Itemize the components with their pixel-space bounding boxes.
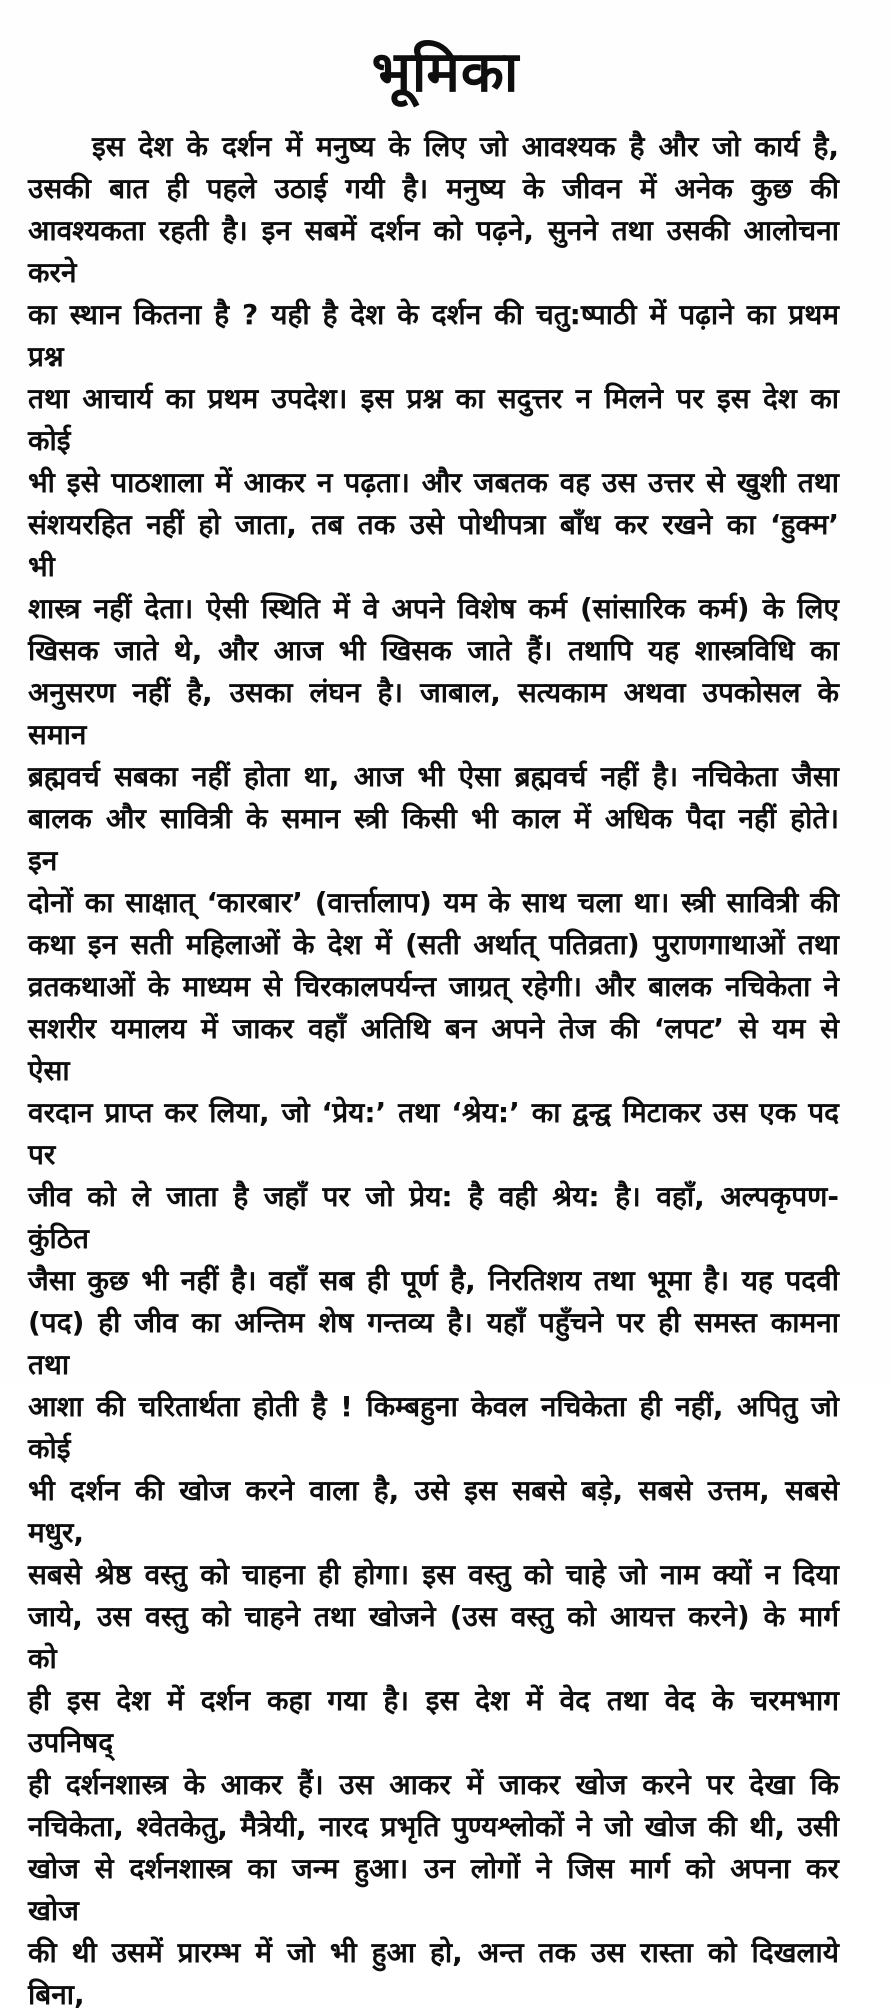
text-line: खोज से दर्शनशास्त्र का जन्म हुआ। उन लोगों ने जिस मार्ग को अपना कर खोज xyxy=(28,1852,839,1927)
text-line: सबसे श्रेष्ठ वस्तु को चाहना ही होगा। इस वस्तु को चाहे जो नाम क्यों न दिया xyxy=(28,1558,839,1591)
text-line: इस देश के दर्शन में मनुष्य के लिए जो आवश्यक है और जो कार्य है, xyxy=(92,130,839,163)
page-title: भूमिका xyxy=(371,40,520,105)
text-line: वरदान प्राप्त कर लिया, जो ‘प्रेय:’ तथा ‘श्रेय:’ का द्वन्द्व मिटाकर उस एक पद पर xyxy=(28,1096,839,1171)
text-line: सशरीर यमालय में जाकर वहाँ अतिथि बन अपने तेज की ‘लपट’ से यम से ऐसा xyxy=(28,1012,839,1087)
text-line: व्रतकथाओं के माध्यम से चिरकालपर्यन्त जाग्रत् रहेगी। और बालक नचिकेता ने xyxy=(28,970,839,1003)
text-line: भी इसे पाठशाला में आकर न पढ़ता। और जबतक वह उस उत्तर से खुशी तथा xyxy=(28,466,839,499)
text-line: कथा इन सती महिलाओं के देश में (सती अर्थात् पतिव्रता) पुराणगाथाओं तथा xyxy=(28,928,839,961)
text-line: आशा की चरितार्थता होती है ! किम्बहुना केवल नचिकेता ही नहीं, अपितु जो कोई xyxy=(28,1390,839,1465)
text-line: जाये, उस वस्तु को चाहने तथा खोजने (उस वस्तु को आयत्त करने) के मार्ग को xyxy=(28,1600,839,1675)
text-line: जैसा कुछ भी नहीं है। वहाँ सब ही पूर्ण है, निरतिशय तथा भूमा है। यह पदवी xyxy=(28,1264,839,1297)
text-line: संशयरहित नहीं हो जाता, तब तक उसे पोथीपत्रा बाँध कर रखने का ‘हुक्म’ भी xyxy=(28,508,839,583)
text-line: जीव को ले जाता है जहाँ पर जो प्रेय: है वही श्रेय: है। वहाँ, अल्पकृपण-कुंठित xyxy=(28,1180,839,1255)
text-line: तथा आचार्य का प्रथम उपदेश। इस प्रश्न का सदुत्तर न मिलने पर इस देश का कोई xyxy=(28,382,839,457)
text-line: अनुसरण नहीं है, उसका लंघन है। जाबाल, सत्यकाम अथवा उपकोसल के समान xyxy=(28,676,839,751)
text-line: ब्रह्मवर्च सबका नहीं होता था, आज भी ऐसा ब्रह्मवर्च नहीं है। नचिकेता जैसा xyxy=(28,760,839,793)
body-text-block xyxy=(28,126,839,2016)
text-line: ही दर्शनशास्त्र के आकर हैं। उस आकर में जाकर खोज करने पर देखा कि xyxy=(28,1768,839,1801)
text-line: बालक और सावित्री के समान स्त्री किसी भी काल में अधिक पैदा नहीं होते। इन xyxy=(28,802,839,877)
text-line: नचिकेता, श्वेतकेतु, मैत्रेयी, नारद प्रभृति पुण्यश्लोकों ने जो खोज की थी, उसी xyxy=(28,1810,839,1843)
text-line: खिसक जाते थे, और आज भी खिसक जाते हैं। तथापि यह शास्त्रविधि का xyxy=(28,634,839,667)
text-line: ही इस देश में दर्शन कहा गया है। इस देश में वेद तथा वेद के चरमभाग उपनिषद् xyxy=(28,1684,839,1759)
text-line: आवश्यकता रहती है। इन सबमें दर्शन को पढ़ने, सुनने तथा उसकी आलोचना करने xyxy=(28,214,839,289)
text-line: का स्थान कितना है ? यही है देश के दर्शन की चतु:ष्पाठी में पढ़ाने का प्रथम प्रश्न xyxy=(28,298,839,373)
text-line: भी दर्शन की खोज करने वाला है, उसे इस सबसे बड़े, सबसे उत्तम, सबसे मधुर, xyxy=(28,1474,839,1549)
text-line: (पद) ही जीव का अन्तिम शेष गन्तव्य है। यहाँ पहुँचने पर ही समस्त कामना तथा xyxy=(28,1306,839,1381)
text-line: की थी उसमें प्रारम्भ में जो भी हुआ हो, अन्त तक उस रास्ता को दिखलाये बिना, xyxy=(28,1936,839,2011)
text-line: शास्त्र नहीं देता। ऐसी स्थिति में वे अपने विशेष कर्म (सांसारिक कर्म) के लिए xyxy=(28,592,839,625)
text-line: उसकी बात ही पहले उठाई गयी है। मनुष्य के जीवन में अनेक कुछ की xyxy=(28,172,839,205)
text-line: दोनों का साक्षात् ‘कारबार’ (वार्त्तालाप) यम के साथ चला था। स्त्री सावित्री की xyxy=(28,886,839,919)
